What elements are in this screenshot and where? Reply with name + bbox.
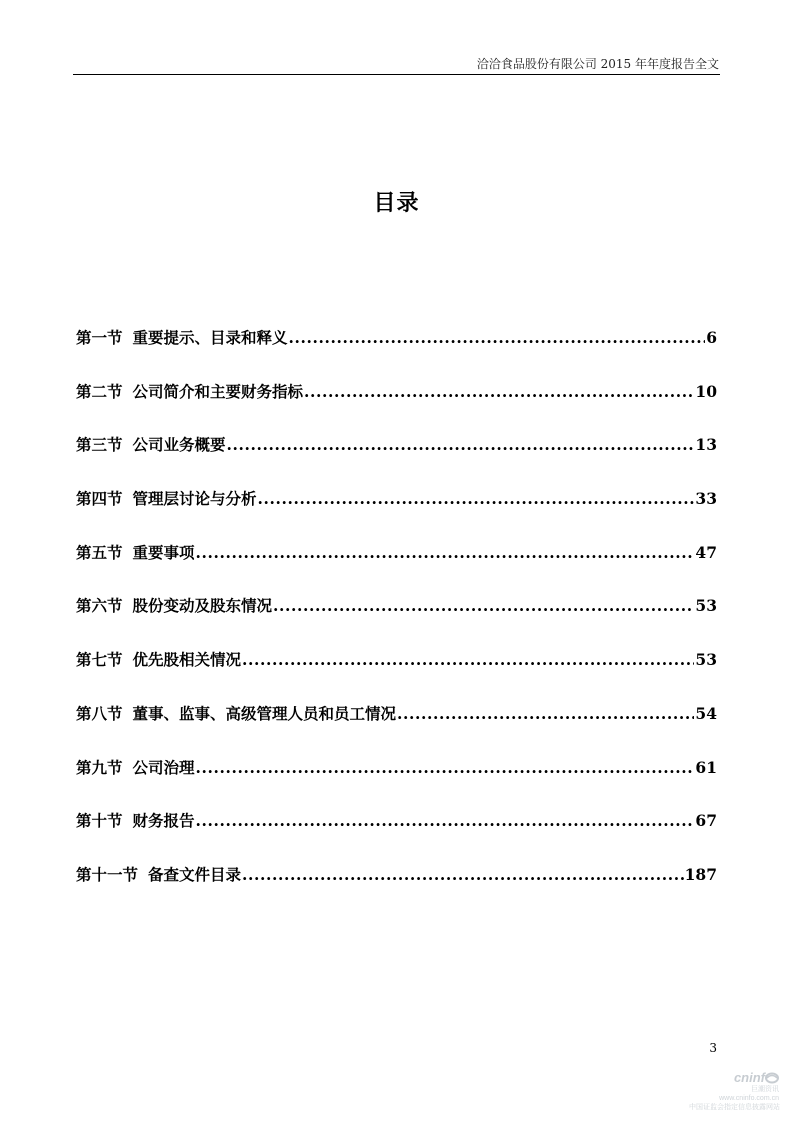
toc-section-label: 第二节 — [76, 381, 123, 401]
toc-dot-leader — [304, 381, 694, 403]
toc-page-number: 67 — [695, 811, 717, 831]
toc-dot-leader — [289, 327, 706, 349]
toc-entry[interactable] — [76, 757, 717, 779]
toc-dot-leader — [196, 810, 695, 832]
toc-entry[interactable] — [76, 542, 717, 564]
toc-entry[interactable] — [76, 381, 717, 403]
toc-page-number: 6 — [706, 328, 717, 347]
toc-section-label: 第一节 — [76, 328, 123, 347]
cninfo-url: www.cninfo.com.cn — [719, 1095, 779, 1102]
toc-section-label: 第五节 — [76, 542, 123, 562]
toc-entry[interactable] — [76, 810, 717, 832]
toc-section-name: 管理层讨论与分析 — [132, 489, 257, 509]
toc-dot-leader — [273, 595, 694, 617]
header-rule — [73, 74, 720, 75]
toc-dot-leader — [227, 434, 695, 456]
toc-section-label: 第三节 — [76, 435, 123, 455]
toc-title: 目录 — [373, 190, 420, 216]
cninfo-tagline: 中国证监会指定信息披露网站 — [689, 1104, 780, 1111]
toc-section-label: 第七节 — [76, 650, 123, 670]
toc-dot-leader — [196, 542, 695, 564]
toc-page-number: 61 — [695, 757, 717, 777]
toc-section-label: 第十节 — [76, 811, 123, 831]
toc-section-name: 优先股相关情况 — [132, 650, 242, 670]
toc-page-number: 53 — [695, 596, 717, 616]
toc-section-name: 公司简介和主要财务指标 — [132, 381, 304, 401]
toc-page-number: 187 — [684, 864, 717, 884]
toc-section-label: 第十一节 — [76, 864, 139, 884]
toc-entry[interactable] — [76, 488, 717, 510]
cninfo-watermark — [689, 1070, 779, 1112]
toc-dot-leader — [242, 649, 694, 671]
toc-section-name: 董事、监事、高级管理人员和员工情况 — [132, 703, 397, 723]
toc-section-name: 股份变动及股东情况 — [132, 596, 273, 616]
toc-page-number: 47 — [695, 542, 717, 562]
toc-section-label: 第六节 — [76, 596, 123, 616]
toc-entry[interactable] — [76, 434, 717, 456]
toc-section-name: 重要提示、目录和释义 — [132, 328, 288, 347]
toc-list — [76, 327, 717, 918]
cninfo-brand: cninf — [733, 1070, 765, 1085]
toc-dot-leader — [242, 864, 684, 886]
toc-page-number: 53 — [695, 650, 717, 670]
page-number: 3 — [709, 1041, 717, 1055]
toc-section-name: 重要事项 — [132, 542, 195, 562]
toc-section-name: 公司业务概要 — [132, 435, 226, 455]
cninfo-swirl-icon — [765, 1072, 779, 1084]
toc-entry[interactable] — [76, 595, 717, 617]
toc-page-number: 54 — [695, 703, 717, 723]
toc-page-number: 33 — [695, 489, 717, 509]
toc-section-label: 第四节 — [76, 489, 123, 509]
toc-page-number: 10 — [695, 381, 717, 401]
cninfo-logo — [689, 1070, 779, 1085]
toc-page-number: 13 — [695, 435, 717, 455]
toc-entry[interactable] — [76, 703, 717, 725]
toc-section-name: 公司治理 — [132, 757, 195, 777]
toc-dot-leader — [258, 488, 695, 510]
toc-entry[interactable] — [76, 649, 717, 671]
toc-section-label: 第九节 — [76, 757, 123, 777]
cninfo-brand-cn: 巨潮资讯 — [751, 1086, 779, 1093]
toc-section-name: 财务报告 — [132, 811, 195, 831]
toc-section-name: 备查文件目录 — [148, 864, 242, 884]
toc-section-label: 第八节 — [76, 703, 123, 723]
toc-entry[interactable] — [76, 327, 717, 349]
running-header: 洽洽食品股份有限公司 2015 年年度报告全文 — [476, 57, 719, 71]
toc-dot-leader — [397, 703, 694, 725]
toc-dot-leader — [196, 757, 695, 779]
toc-entry[interactable] — [76, 864, 717, 886]
